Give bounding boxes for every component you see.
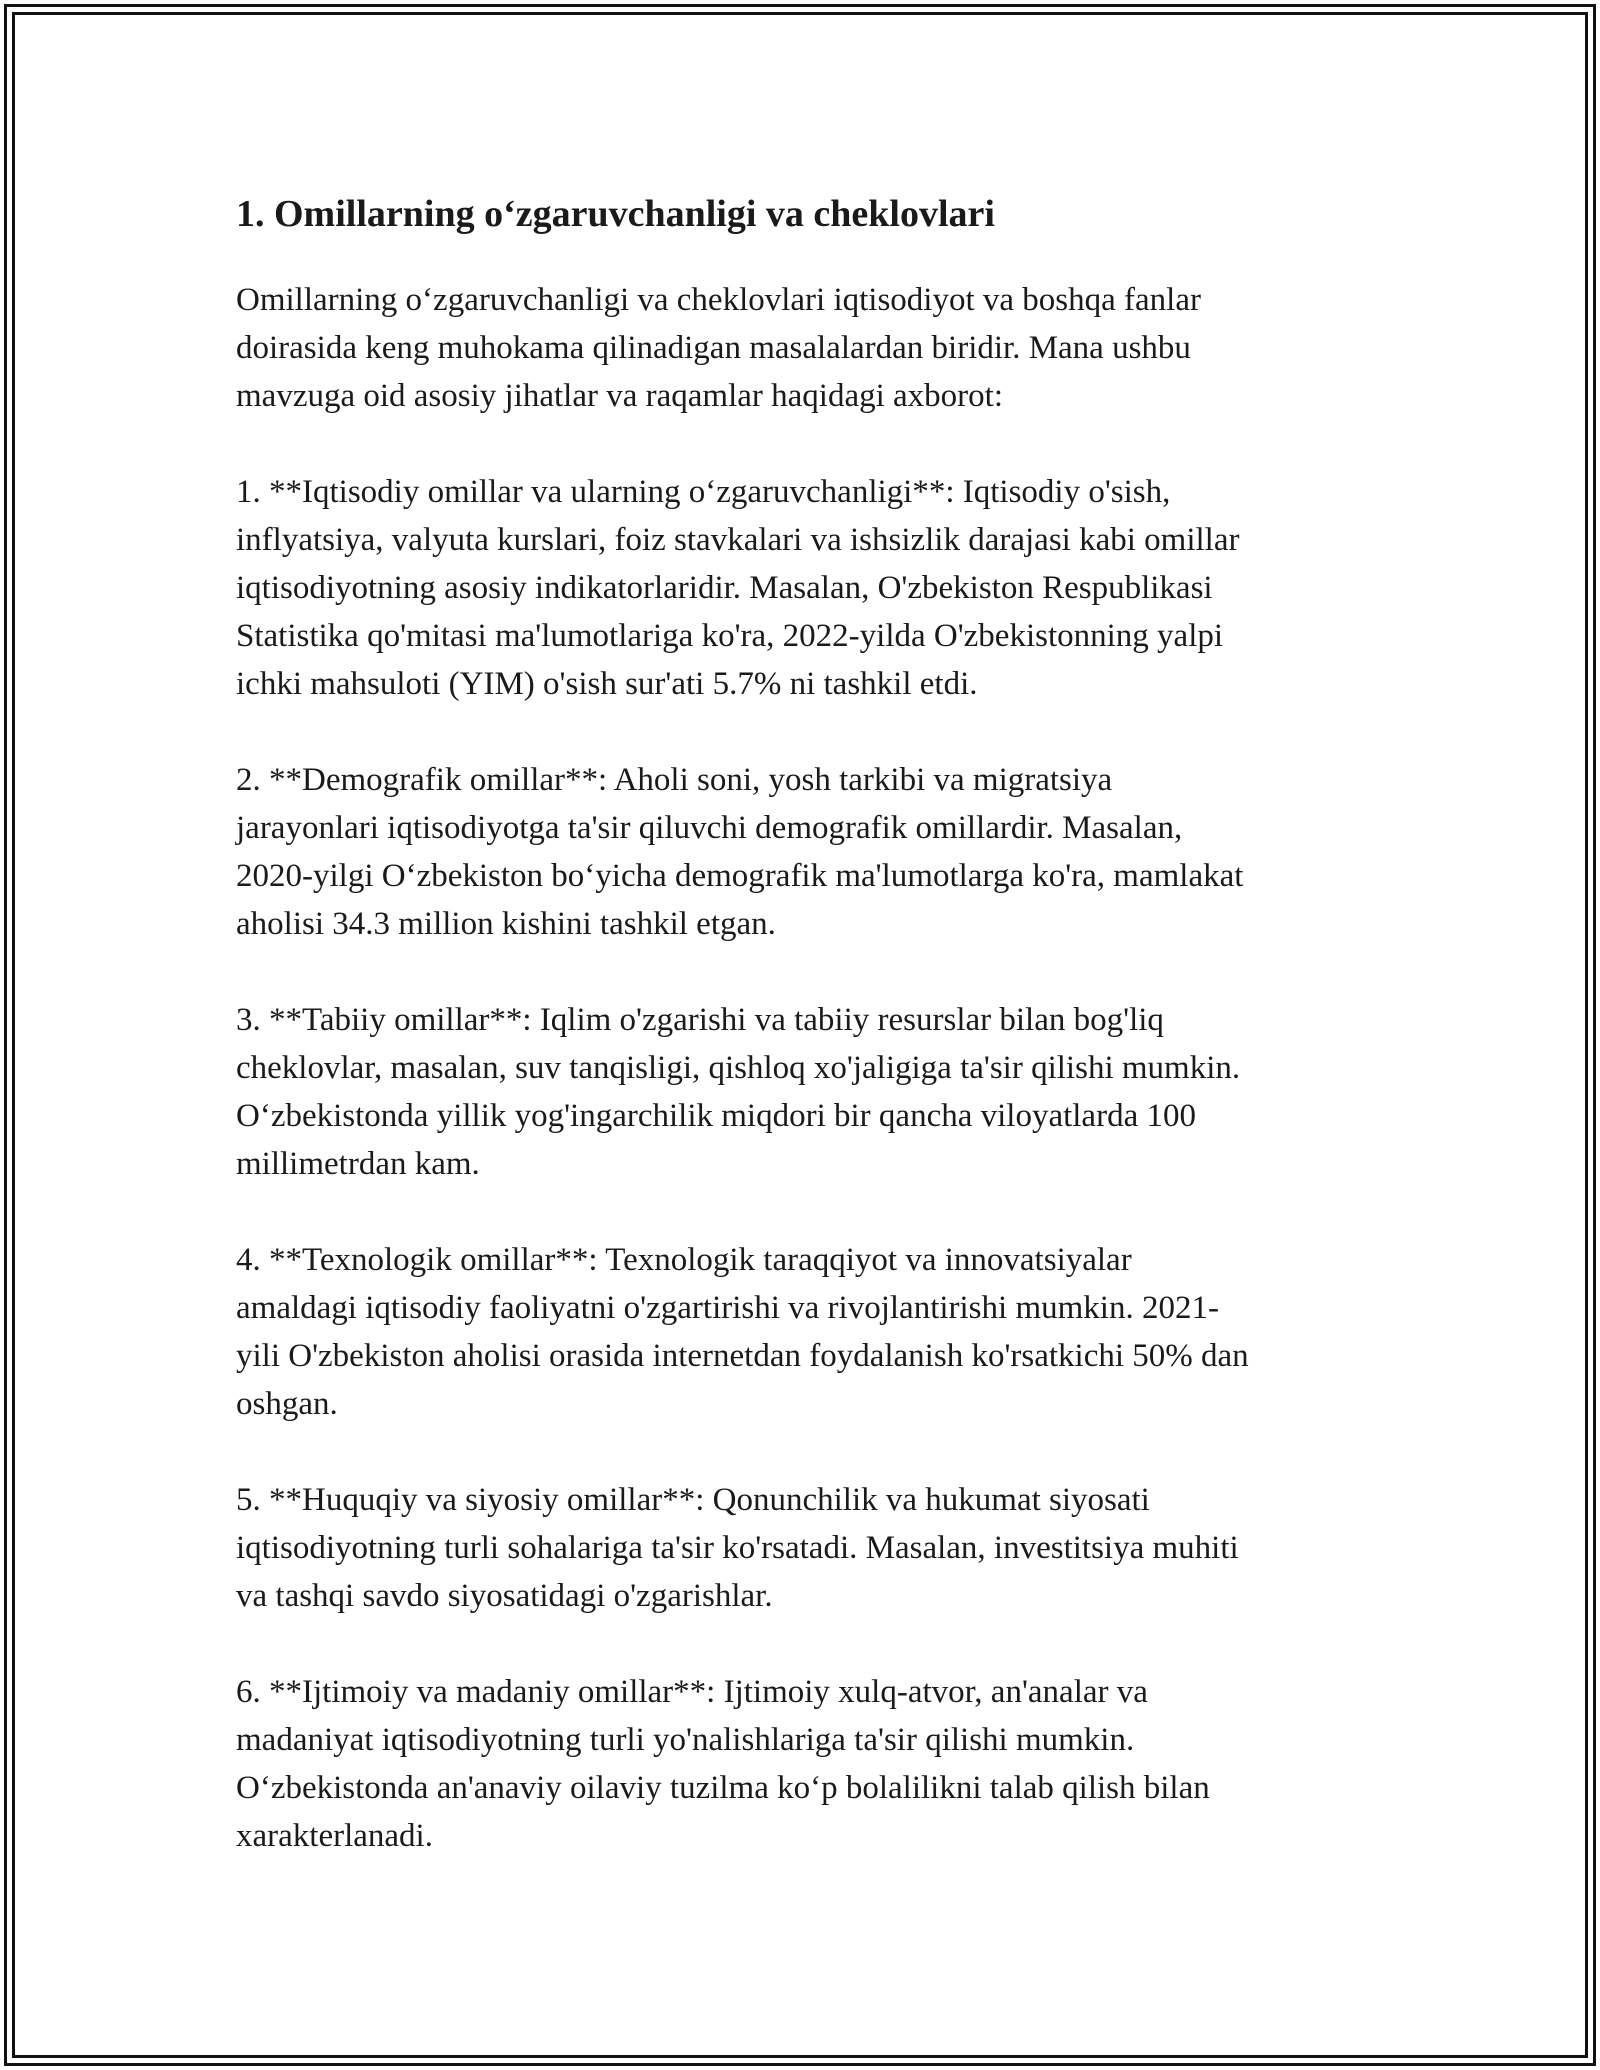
page-title: 1. Omillarning o‘zgaruvchanligi va cheklovlari — [236, 193, 995, 235]
social-cultural-factors-paragraph: 6. **Ijtimoiy va madaniy omillar**: Ijtimoiy xulq-atvor, an'analar va madaniyat iqtisodiyotning turli yo'nalishlariga ta'sir qilishi mumkin. O‘zbekistonda an'anaviy oilaviy tuzilma ko‘p bolalilikni talab qilish bilan xarakterlanadi. — [236, 1674, 1210, 1854]
legal-political-factors-paragraph: 5. **Huquqiy va siyosiy omillar**: Qonunchilik va hukumat siyosati iqtisodiyotning turli sohalariga ta'sir ko'rsatadi. Masalan, investitsiya muhiti va tashqi savdo siyosatidagi o'zgarishlar. — [236, 1482, 1239, 1614]
technological-factors-paragraph: 4. **Texnologik omillar**: Texnologik taraqqiyot va innovatsiyalar amaldagi iqtisodiy faoliyatni o'zgartirishi va rivojlantirishi mumkin. 2021- yili O'zbekiston aholisi orasida internetdan foydalanish ko'rsatkichi 50% dan oshgan. — [236, 1242, 1249, 1422]
demographic-factors-paragraph: 2. **Demografik omillar**: Aholi soni, yosh tarkibi va migratsiya jarayonlari iqtisodiyotga ta'sir qiluvchi demografik omillardir. Masalan, 2020-yilgi O‘zbekiston bo‘yicha demografik ma'lumotlarga ko'ra, mamlakat aholisi 34.3 million kishini tashkil etgan. — [236, 762, 1244, 942]
economic-factors-paragraph: 1. **Iqtisodiy omillar va ularning o‘zgaruvchanligi**: Iqtisodiy o'sish, inflyatsiya, valyuta kurslari, foiz stavkalari va ishsizlik darajasi kabi omillar iqtisodiyotning asosiy indikatorlaridir. Masalan, O'zbekiston Respublikasi Statistika qo'mitasi ma'lumotlariga ko'ra, 2022-yilda O'zbekistonning yalpi ichki mahsuloti (YIM) o'sish sur'ati 5.7% ni tashkil etdi. — [236, 474, 1240, 702]
natural-factors-paragraph: 3. **Tabiiy omillar**: Iqlim o'zgarishi va tabiiy resurslar bilan bog'liq cheklovlar, masalan, suv tanqisligi, qishloq xo'jaligiga ta'sir qilishi mumkin. O‘zbekistonda yillik yog'ingarchilik miqdori bir qancha viloyatlarda 100 millimetrdan kam. — [236, 1002, 1241, 1182]
document-body — [236, 188, 1364, 1908]
intro-paragraph: Omillarning o‘zgaruvchanligi va cheklovlari iqtisodiyot va boshqa fanlar doirasida keng muhokama qilinadigan masalalardan biridir. Mana ushbu mavzuga oid asosiy jihatlar va raqamlar haqidagi axborot: — [236, 282, 1201, 414]
